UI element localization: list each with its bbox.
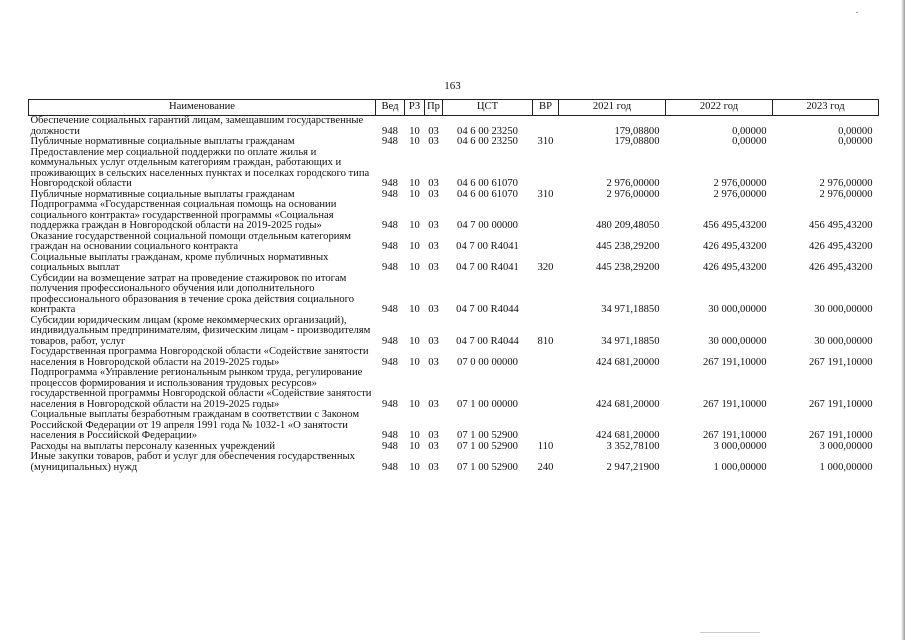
row-amount-2021: 34 971,18850 bbox=[601, 335, 660, 347]
row-vr bbox=[533, 116, 559, 138]
row-amount-2023: 30 000,00000 bbox=[814, 304, 873, 315]
row-pr: 03 bbox=[428, 356, 439, 368]
row-amount-2022: 0,00000 bbox=[732, 136, 767, 147]
column-header-name: Наименование bbox=[29, 100, 376, 116]
row-amount-2023: 0,00000 bbox=[838, 125, 873, 137]
row-amount-2023: 456 495,43200 bbox=[808, 220, 873, 231]
row-pr: 03 bbox=[428, 136, 439, 147]
row-amount-2022: 267 191,10000 bbox=[702, 398, 767, 410]
row-pr: 03 bbox=[428, 440, 439, 452]
row-name: Предоставление мер социальной поддержки по оплате жилья и коммунальных услуг отдельным категориям граждан, работающих и проживающих в сельских населенных пунктах и поселках городского типа Новгородской области bbox=[30, 146, 370, 189]
row-pr: 03 bbox=[428, 188, 439, 200]
row-ved: 948 bbox=[382, 398, 398, 410]
row-rz: 10 bbox=[409, 136, 420, 147]
table-row bbox=[29, 368, 879, 410]
row-amount-2021: 424 681,20000 bbox=[595, 356, 660, 368]
row-amount-2022: 2 976,00000 bbox=[713, 178, 767, 189]
table-row bbox=[29, 316, 879, 348]
row-cst: 04 7 00 R4044 bbox=[456, 304, 519, 315]
row-amount-2022: 30 000,00000 bbox=[708, 304, 767, 315]
table-row bbox=[29, 148, 879, 190]
column-header-pr: Пр bbox=[425, 100, 443, 116]
row-vr: 810 bbox=[537, 335, 554, 347]
row-amount-2022: 3 000,00000 bbox=[713, 440, 767, 452]
row-amount-2023: 30 000,00000 bbox=[814, 335, 873, 347]
row-amount-2023: 1 000,00000 bbox=[819, 461, 873, 473]
table-row bbox=[29, 232, 879, 253]
row-amount-2022: 2 976,00000 bbox=[713, 188, 767, 200]
row-cst: 04 6 00 23250 bbox=[457, 136, 518, 147]
row-ved: 948 bbox=[382, 335, 398, 347]
row-amount-2023: 267 191,10000 bbox=[808, 398, 873, 410]
row-rz: 10 bbox=[409, 440, 420, 452]
row-amount-2021: 445 238,29200 bbox=[595, 241, 660, 252]
row-vr bbox=[533, 200, 559, 232]
row-amount-2023: 426 495,43200 bbox=[808, 241, 873, 252]
column-header-ved: Вед bbox=[376, 100, 405, 116]
row-ved: 948 bbox=[382, 440, 398, 452]
table-row bbox=[29, 200, 879, 232]
row-amount-2021: 424 681,20000 bbox=[595, 398, 660, 410]
column-header-vr: ВР bbox=[533, 100, 559, 116]
table-row bbox=[29, 274, 879, 316]
table-row bbox=[29, 410, 879, 442]
row-pr: 03 bbox=[428, 220, 439, 231]
row-name: Подпрограмма «Государственная социальная помощь на основании социального контракта» государственной программы «Социальная поддержка граждан в Новгородской области на 2019-2025 годы» bbox=[30, 199, 337, 231]
table-row bbox=[29, 347, 879, 368]
row-vr bbox=[533, 410, 559, 442]
row-pr: 03 bbox=[428, 461, 439, 473]
row-cst: 04 7 00 R4041 bbox=[456, 262, 519, 273]
row-vr: 310 bbox=[537, 136, 554, 147]
column-header-2023: 2023 год bbox=[773, 100, 879, 116]
row-name: Оказание государственной социальной помощи отдельным категориям граждан на основании социального контракта bbox=[30, 230, 352, 252]
row-ved: 948 bbox=[382, 178, 398, 189]
row-cst: 07 1 00 00000 bbox=[457, 398, 518, 410]
row-vr: 310 bbox=[537, 188, 554, 200]
row-cst: 04 7 00 R4044 bbox=[456, 335, 519, 347]
row-rz: 10 bbox=[409, 220, 420, 231]
table-header-row bbox=[29, 100, 879, 116]
row-amount-2021: 2 976,00000 bbox=[606, 188, 660, 200]
row-vr bbox=[533, 274, 559, 316]
row-amount-2022: 456 495,43200 bbox=[702, 220, 767, 231]
row-amount-2021: 3 352,78100 bbox=[606, 440, 660, 452]
row-amount-2023: 0,00000 bbox=[838, 136, 873, 147]
row-pr: 03 bbox=[428, 178, 439, 189]
row-amount-2023: 426 495,43200 bbox=[808, 262, 873, 273]
row-amount-2022: 0,00000 bbox=[732, 125, 767, 137]
table-row bbox=[29, 137, 879, 148]
row-amount-2023: 2 976,00000 bbox=[819, 178, 873, 189]
row-amount-2023: 267 191,10000 bbox=[808, 430, 873, 441]
scan-speck bbox=[700, 632, 760, 633]
row-amount-2023: 3 000,00000 bbox=[819, 440, 873, 452]
page-number: 163 bbox=[444, 80, 461, 92]
row-cst: 07 1 00 52900 bbox=[457, 430, 518, 441]
row-ved: 948 bbox=[382, 220, 398, 231]
row-name: Социальные выплаты гражданам, кроме публичных нормативных социальных выплат bbox=[30, 251, 329, 273]
row-name: Иные закупки товаров, работ и услуг для обеспечения государственных (муниципальных) нужд bbox=[30, 451, 355, 473]
row-rz: 10 bbox=[409, 241, 420, 252]
row-name: Обеспечение социальных гарантий лицам, замещавшим государственные должности bbox=[30, 115, 364, 137]
row-amount-2021: 424 681,20000 bbox=[595, 430, 660, 441]
table-row bbox=[29, 452, 879, 473]
row-amount-2022: 426 495,43200 bbox=[702, 262, 767, 273]
row-amount-2023: 2 976,00000 bbox=[819, 188, 873, 200]
row-rz: 10 bbox=[409, 398, 420, 410]
row-cst: 07 0 00 00000 bbox=[457, 356, 518, 368]
row-rz: 10 bbox=[409, 461, 420, 473]
row-ved: 948 bbox=[382, 356, 398, 368]
row-amount-2021: 179,08800 bbox=[614, 125, 660, 137]
scan-edge bbox=[901, 0, 905, 640]
table-row bbox=[29, 253, 879, 274]
row-amount-2021: 34 971,18850 bbox=[601, 304, 660, 315]
budget-table bbox=[28, 99, 879, 473]
column-header-rz: РЗ bbox=[405, 100, 425, 116]
row-amount-2021: 179,08800 bbox=[614, 136, 660, 147]
row-amount-2021: 2 976,00000 bbox=[606, 178, 660, 189]
row-vr: 240 bbox=[537, 461, 554, 473]
row-rz: 10 bbox=[409, 178, 420, 189]
row-name: Социальные выплаты безработным гражданам в соответствии с Законом Российской Федерации от 19 апреля 1991 года № 1032-1 «О занятости населения в Российской Федерации» bbox=[30, 409, 360, 441]
row-pr: 03 bbox=[428, 304, 439, 315]
column-header-2022: 2022 год bbox=[666, 100, 773, 116]
row-pr: 03 bbox=[428, 262, 439, 273]
column-header-2021: 2021 год bbox=[559, 100, 666, 116]
table-row bbox=[29, 116, 879, 138]
row-rz: 10 bbox=[409, 188, 420, 200]
row-amount-2022: 267 191,10000 bbox=[702, 430, 767, 441]
row-name: Субсидии на возмещение затрат на проведение стажировок по итогам получения профессионального обучения или дополнительного профессионального образования в течение срока действия социального контракта bbox=[30, 272, 355, 315]
row-ved: 948 bbox=[382, 430, 398, 441]
row-name: Подпрограмма «Управление региональным рынком труда, регулирование процессов формирования и использования трудовых ресурсов» государственной программы Новгородской области «Содействие занятости населения в Новгородской области на 2019-2025 годы» bbox=[30, 367, 372, 410]
row-ved: 948 bbox=[382, 304, 398, 315]
row-cst: 07 1 00 52900 bbox=[457, 440, 518, 452]
row-ved: 948 bbox=[382, 136, 398, 147]
column-header-cst: ЦСТ bbox=[443, 100, 533, 116]
row-name: Субсидии юридическим лицам (кроме некоммерческих организаций), индивидуальным предпринимателям, физическим лицам - производителям товаров, работ, услуг bbox=[30, 314, 371, 347]
row-amount-2022: 1 000,00000 bbox=[713, 461, 767, 473]
row-ved: 948 bbox=[382, 125, 398, 137]
row-pr: 03 bbox=[428, 430, 439, 441]
row-vr bbox=[533, 232, 559, 253]
row-vr: 110 bbox=[537, 440, 554, 452]
scan-speck bbox=[856, 12, 858, 13]
row-rz: 10 bbox=[409, 356, 420, 368]
row-cst: 04 6 00 61070 bbox=[457, 188, 518, 200]
row-name: Государственная программа Новгородской области «Содействие занятости населения в Новгородской области на 2019-2025 годы» bbox=[30, 346, 369, 368]
row-ved: 948 bbox=[382, 461, 398, 473]
row-rz: 10 bbox=[409, 262, 420, 273]
row-name: Расходы на выплаты персоналу казенных учреждений bbox=[30, 440, 275, 452]
row-name: Публичные нормативные социальные выплаты гражданам bbox=[30, 188, 295, 200]
row-pr: 03 bbox=[428, 125, 439, 137]
row-amount-2022: 426 495,43200 bbox=[702, 241, 767, 252]
row-cst: 04 7 00 R4041 bbox=[456, 241, 519, 252]
row-rz: 10 bbox=[409, 335, 420, 347]
row-amount-2022: 30 000,00000 bbox=[708, 335, 767, 347]
row-pr: 03 bbox=[428, 398, 439, 410]
row-cst: 04 7 00 00000 bbox=[457, 220, 518, 231]
row-rz: 10 bbox=[409, 304, 420, 315]
row-pr: 03 bbox=[428, 335, 439, 347]
row-amount-2023: 267 191,10000 bbox=[808, 356, 873, 368]
row-ved: 948 bbox=[382, 262, 398, 273]
table-body bbox=[29, 116, 879, 474]
row-name: Публичные нормативные социальные выплаты гражданам bbox=[30, 136, 295, 147]
row-rz: 10 bbox=[409, 125, 420, 137]
row-cst: 07 1 00 52900 bbox=[457, 461, 518, 473]
row-vr bbox=[533, 347, 559, 368]
row-vr bbox=[533, 368, 559, 410]
row-vr: 320 bbox=[537, 262, 554, 273]
row-pr: 03 bbox=[428, 241, 439, 252]
row-cst: 04 6 00 23250 bbox=[457, 125, 518, 137]
row-ved: 948 bbox=[382, 188, 398, 200]
row-amount-2021: 445 238,29200 bbox=[595, 262, 660, 273]
row-amount-2021: 480 209,48050 bbox=[595, 220, 660, 231]
row-amount-2021: 2 947,21900 bbox=[606, 461, 660, 473]
row-cst: 04 6 00 61070 bbox=[457, 178, 518, 189]
row-amount-2022: 267 191,10000 bbox=[702, 356, 767, 368]
row-ved: 948 bbox=[382, 241, 398, 252]
row-rz: 10 bbox=[409, 430, 420, 441]
row-vr bbox=[533, 148, 559, 190]
